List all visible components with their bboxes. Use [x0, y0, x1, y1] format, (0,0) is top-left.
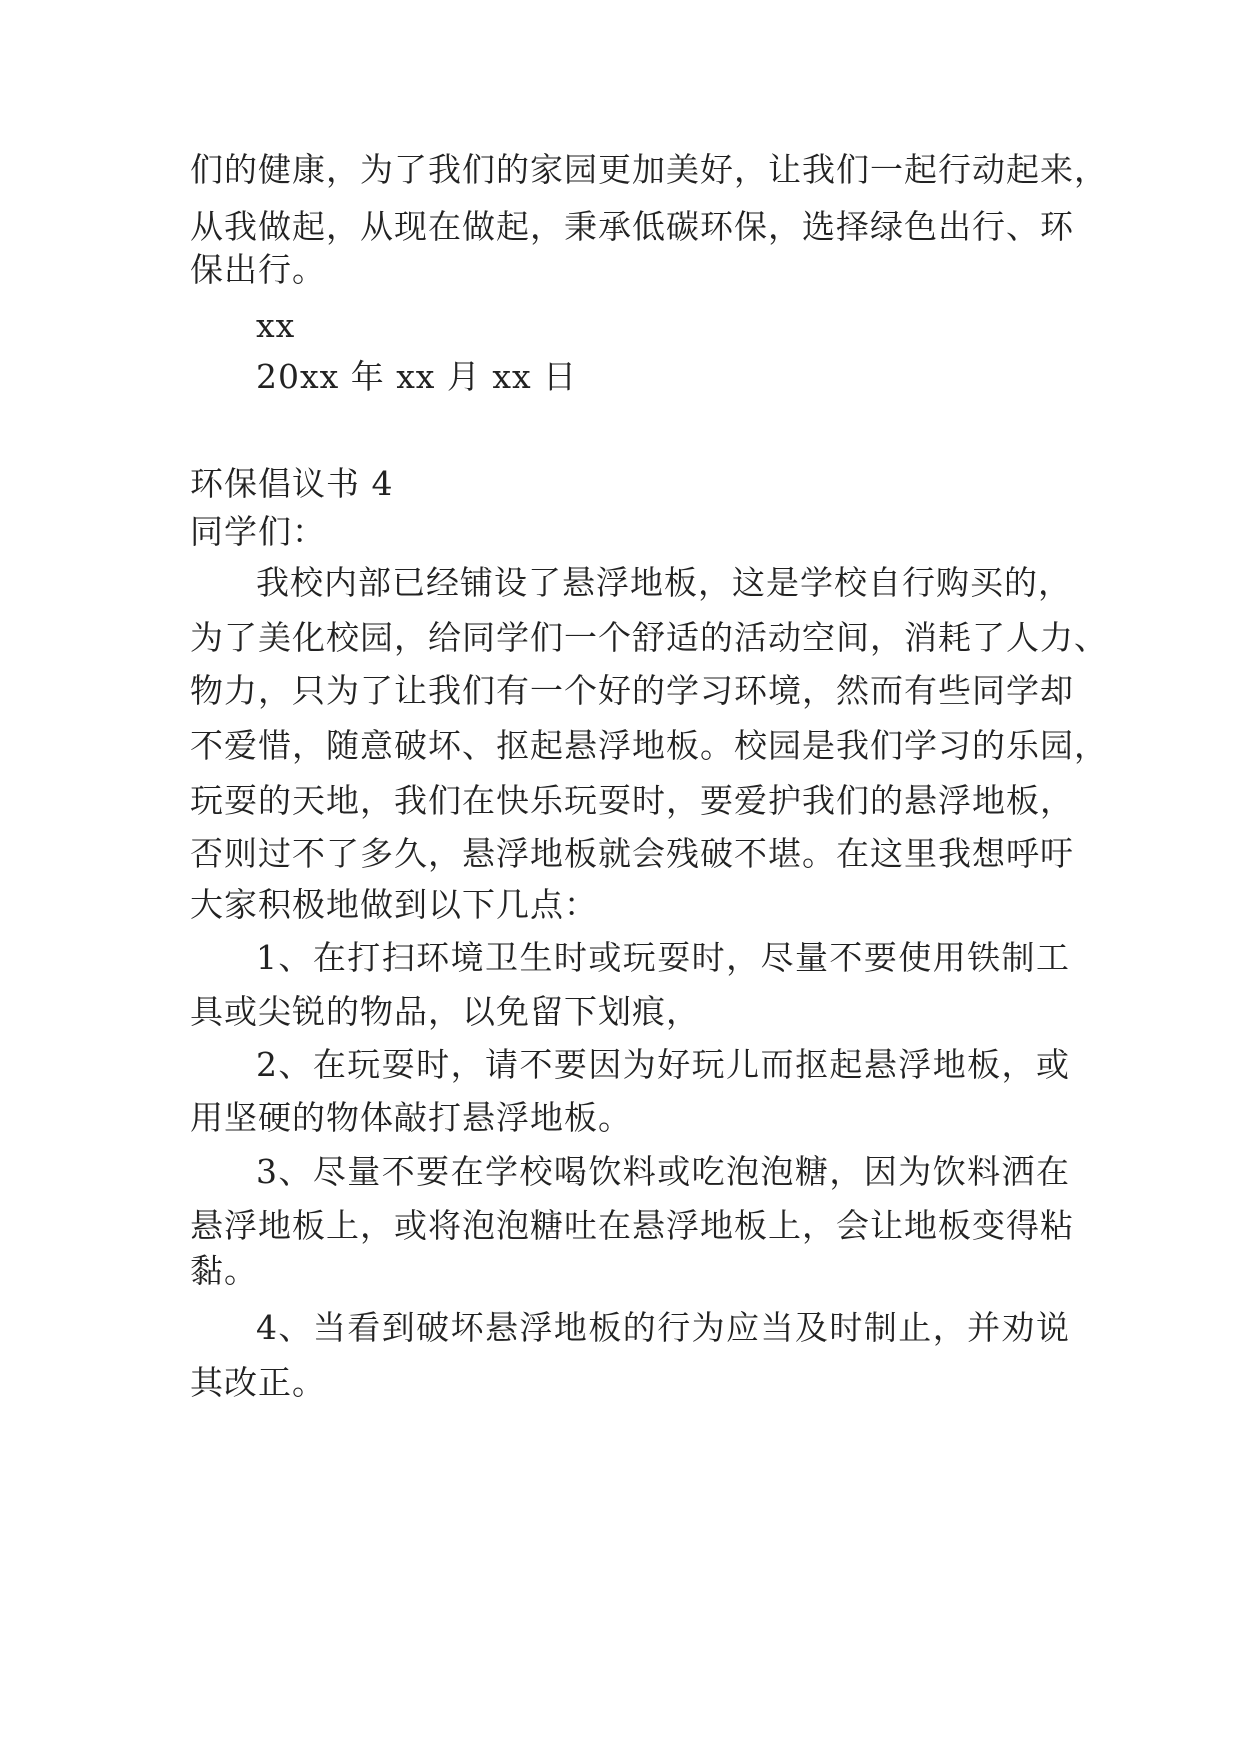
body-text-line: 大家积极地做到以下几点：	[190, 885, 598, 924]
greeting: 同学们：	[190, 512, 326, 551]
list-item-text: 3、尽量不要在学校喝饮料或吃泡泡糖，因为饮料洒在	[256, 1152, 1070, 1191]
body-text-line: 为了美化校园，给同学们一个舒适的活动空间，消耗了人力、	[190, 618, 1108, 657]
body-text-line: 从我做起，从现在做起，秉承低碳环保，选择绿色出行、环	[190, 207, 1074, 246]
list-item-text: 其改正。	[190, 1363, 326, 1402]
body-text-line: 否则过不了多久，悬浮地板就会残破不堪。在这里我想呼吁	[190, 834, 1074, 873]
body-text-line: 保出行。	[190, 250, 326, 289]
signature-date: 20xx 年 xx 月 xx 日	[256, 357, 578, 396]
body-text-line: 不爱惜，随意破坏、抠起悬浮地板。校园是我们学习的乐园，	[190, 726, 1108, 765]
section-title: 环保倡议书 4	[190, 464, 394, 503]
body-text-line: 玩耍的天地，我们在快乐玩耍时，要爱护我们的悬浮地板，	[190, 781, 1074, 820]
list-item-text: 用坚硬的物体敲打悬浮地板。	[190, 1098, 632, 1137]
body-text-line: 物力，只为了让我们有一个好的学习环境，然而有些同学却	[190, 671, 1074, 710]
list-item-text: 1、在打扫环境卫生时或玩耍时，尽量不要使用铁制工	[256, 938, 1070, 977]
body-text-line: 们的健康，为了我们的家园更加美好，让我们一起行动起来，	[190, 150, 1108, 189]
list-item-text: 2、在玩耍时，请不要因为好玩儿而抠起悬浮地板，或	[256, 1045, 1070, 1084]
list-item-text: 具或尖锐的物品，以免留下划痕，	[190, 992, 700, 1031]
list-item-text: 悬浮地板上，或将泡泡糖吐在悬浮地板上，会让地板变得粘	[190, 1206, 1074, 1245]
body-text-line: 我校内部已经铺设了悬浮地板，这是学校自行购买的，	[256, 563, 1072, 602]
signature-name: xx	[256, 306, 296, 345]
list-item-text: 黏。	[190, 1251, 258, 1290]
list-item-text: 4、当看到破坏悬浮地板的行为应当及时制止，并劝说	[256, 1308, 1070, 1347]
